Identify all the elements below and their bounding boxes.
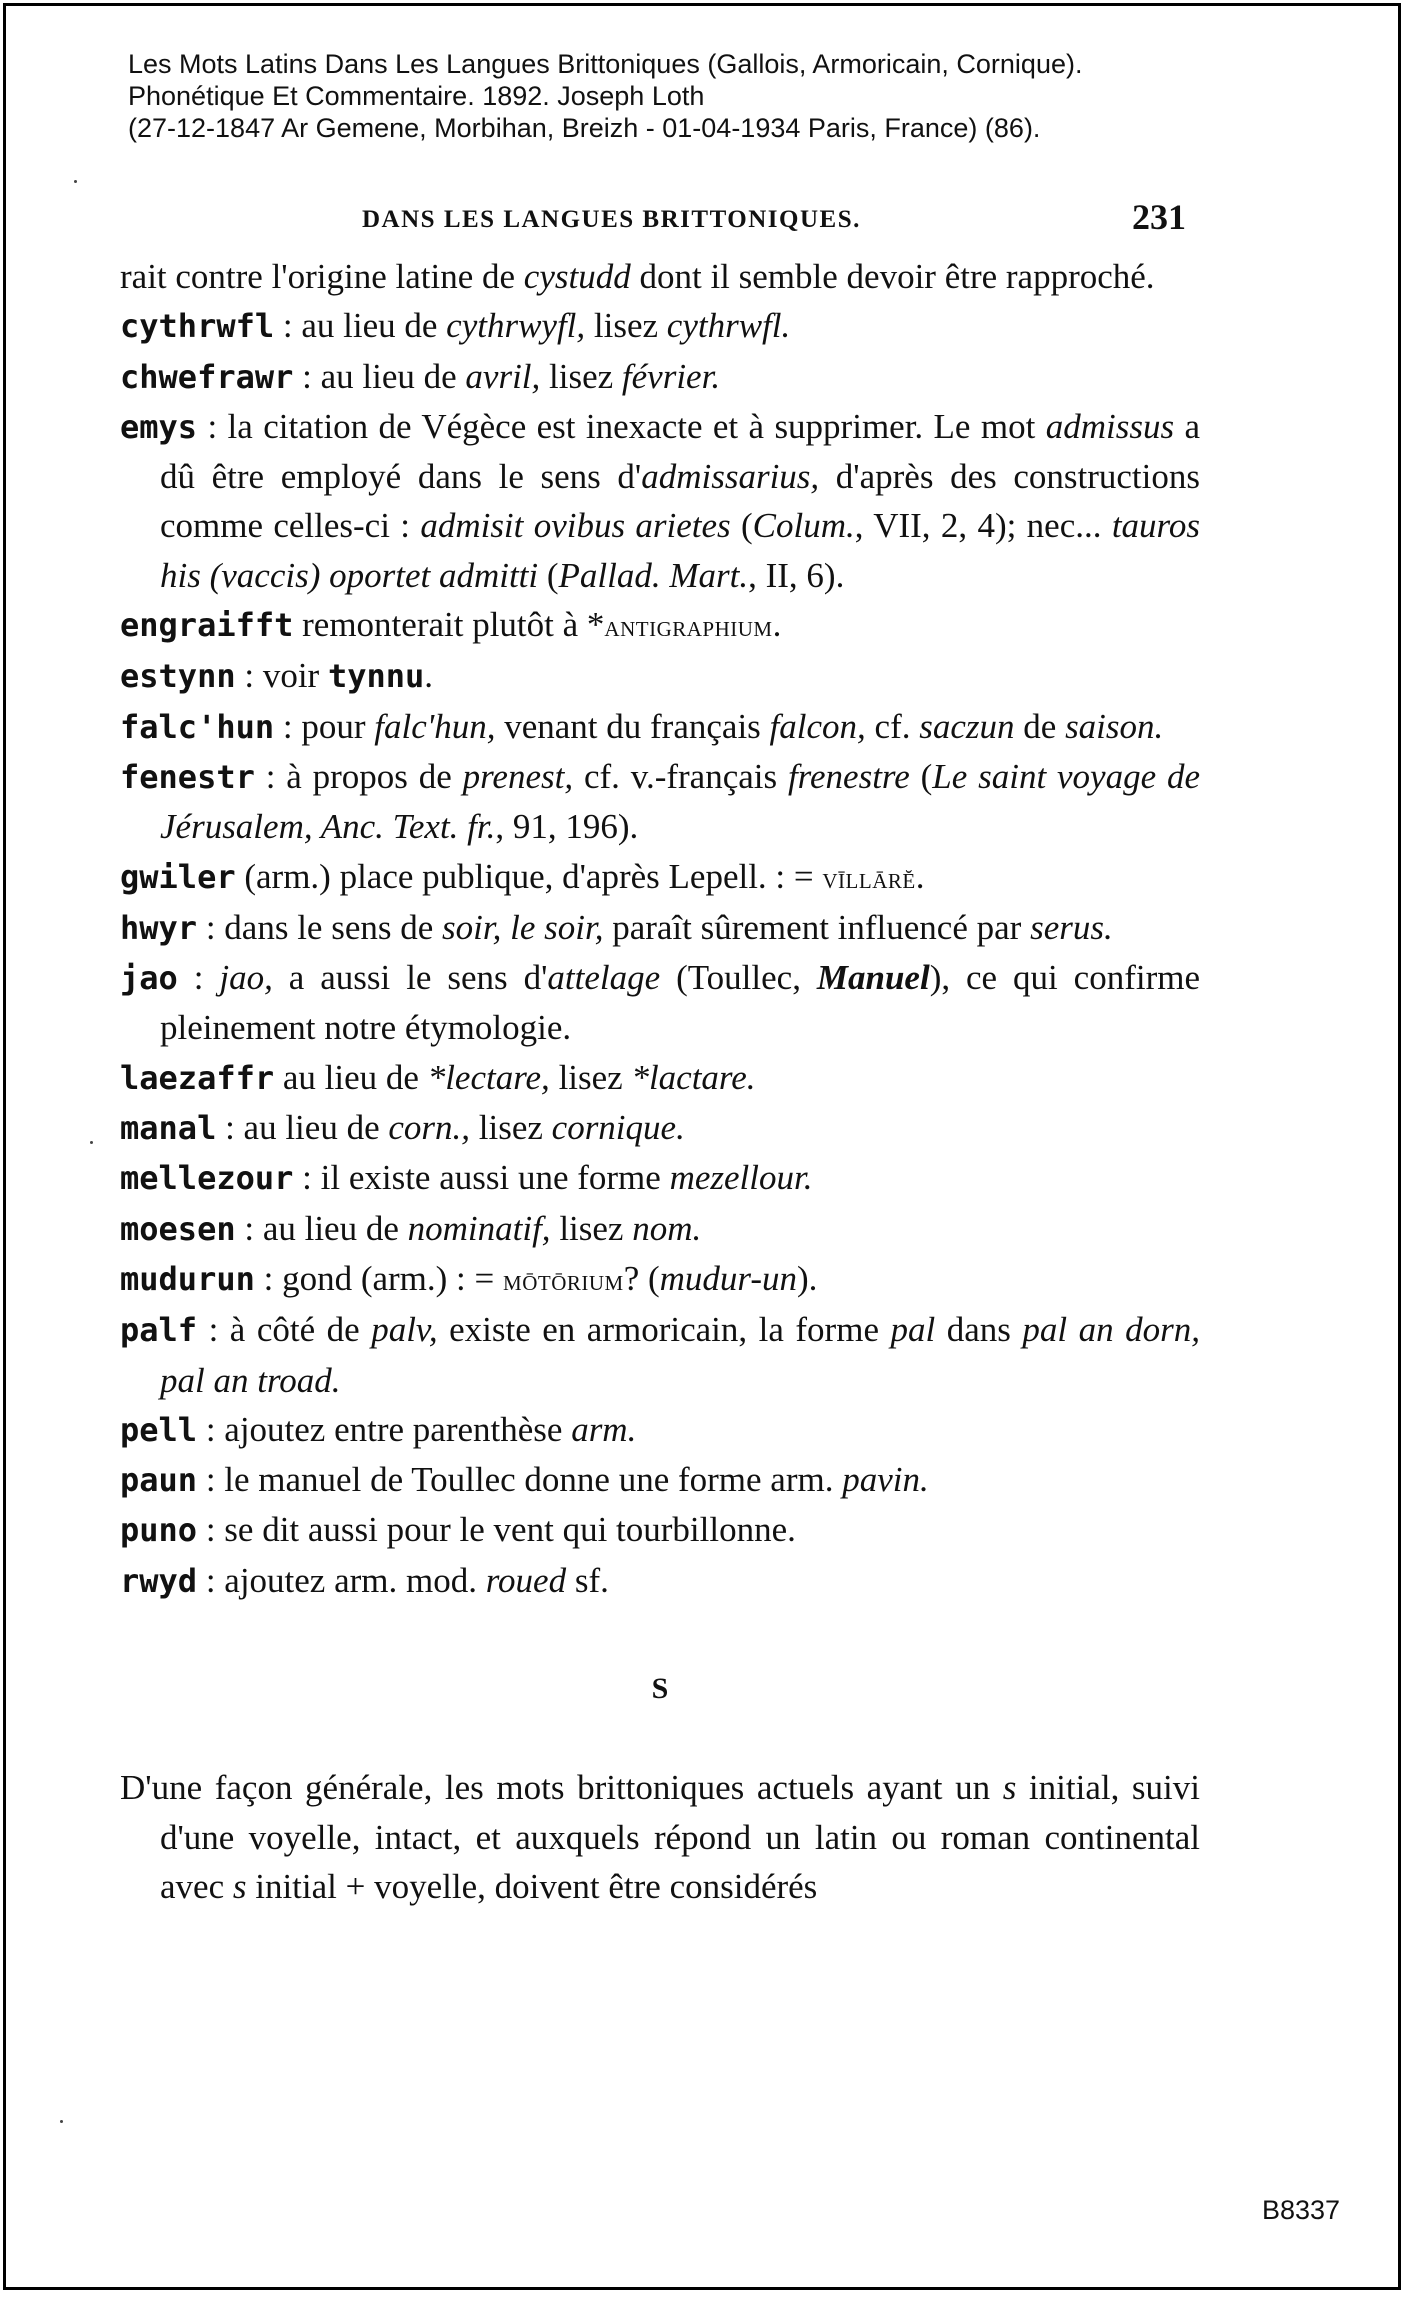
entry-headword: estynn	[120, 657, 236, 696]
italic-text: falc'hun,	[374, 706, 496, 746]
glossary-entry	[120, 1556, 1200, 1606]
entry-headword: gwiler	[120, 857, 236, 896]
running-head: DANS LES LANGUES BRITTONIQUES.	[362, 206, 861, 233]
entry-headword: puno	[120, 1511, 198, 1550]
italic-text: mezellour.	[669, 1158, 813, 1198]
roman-text: a aussi le sens d'	[272, 958, 548, 998]
glossary-entry	[120, 1305, 1200, 1405]
italic-text: admissarius,	[641, 457, 820, 497]
roman-text: :	[177, 958, 220, 998]
italic-text: cythrwyfl,	[446, 306, 586, 346]
glossary-entry	[120, 402, 1200, 600]
italic-text: tauros his (vaccis) oportet admitti	[160, 506, 1200, 595]
italic-text: cythrwfl.	[666, 306, 791, 346]
small-caps-text: vīllārĕ	[822, 861, 916, 895]
roman-text: : voir	[235, 656, 328, 696]
roman-text: lisez	[585, 306, 667, 346]
roman-text: .	[915, 856, 925, 896]
cross-reference-headword: tynnu	[327, 657, 425, 696]
italic-text: pal	[890, 1310, 936, 1350]
italic-text: saczun	[919, 706, 1015, 746]
entry-headword: paun	[120, 1461, 198, 1500]
roman-text: lisez	[470, 1108, 552, 1148]
italic-text: prenest,	[462, 756, 574, 796]
italic-text: nom.	[632, 1208, 702, 1248]
scan-speck	[90, 1141, 93, 1144]
italic-text: corn.,	[388, 1108, 471, 1148]
roman-text: : à côté de	[197, 1310, 372, 1350]
italic-text: soir, le soir,	[442, 907, 604, 947]
scan-speck	[74, 180, 77, 183]
entry-headword: engraifft	[120, 606, 294, 645]
roman-text: initial + voyelle, doivent être considérés	[246, 1866, 818, 1906]
roman-text: : gond (arm.) : =	[254, 1258, 504, 1298]
roman-text: sf.	[566, 1560, 609, 1600]
scan-speck	[60, 2120, 63, 2123]
roman-text: : à propos de	[254, 756, 463, 796]
roman-text: (	[909, 756, 933, 796]
roman-text: cf.	[865, 706, 920, 746]
roman-text: : il existe aussi une forme	[293, 1158, 670, 1198]
roman-text: : ajoutez entre parenthèse	[197, 1409, 572, 1449]
page-body	[120, 252, 1200, 1911]
glossary-entry	[120, 1505, 1200, 1555]
italic-text: avril,	[465, 356, 541, 396]
glossary-entry	[120, 1204, 1200, 1254]
roman-text: cf. v.-français	[573, 756, 788, 796]
italic-text: serus.	[1030, 907, 1113, 947]
glossary-entry	[120, 1405, 1200, 1455]
roman-text: : au lieu de	[274, 306, 447, 346]
glossary-entry	[120, 301, 1200, 351]
glossary-entry	[120, 953, 1200, 1053]
glossary-entry	[120, 1254, 1200, 1305]
italic-text: frenestre	[787, 756, 910, 796]
roman-text: rait contre l'origine latine de	[120, 257, 524, 296]
italic-text: *lactare.	[631, 1057, 756, 1097]
italic-text: cornique.	[551, 1108, 685, 1148]
roman-text: .	[424, 656, 434, 696]
entry-headword: chwefrawr	[120, 357, 294, 396]
italic-text: s	[1002, 1768, 1017, 1808]
entry-headword: rwyd	[120, 1561, 198, 1600]
metadata-line-3: (27-12-1847 Ar Gemene, Morbihan, Breizh - 01-04-1934 Paris, France) (86).	[128, 113, 1041, 143]
roman-text: : pour	[274, 706, 375, 746]
italic-text: cystudd	[523, 257, 631, 296]
roman-text: .	[772, 605, 782, 645]
entry-headword: falc'hun	[120, 707, 275, 746]
entry-headword: emys	[120, 407, 198, 446]
glossary-entry	[120, 1455, 1200, 1505]
italic-text: arm.	[571, 1409, 637, 1449]
italic-text: pal an dorn, pal an troad.	[160, 1310, 1200, 1400]
roman-text: : se dit aussi pour le vent qui tourbillonne.	[197, 1510, 796, 1550]
roman-text: : ajoutez arm. mod.	[197, 1560, 486, 1600]
roman-text: lisez	[540, 356, 622, 396]
italic-text: nominatif,	[407, 1208, 551, 1248]
glossary-entry	[120, 352, 1200, 402]
italic-text: mudur-un	[659, 1258, 798, 1298]
roman-text: (Toullec,	[660, 958, 817, 998]
italic-text: jao,	[219, 958, 273, 998]
italic-text: admissus	[1045, 406, 1175, 446]
glossary-entry	[120, 903, 1200, 953]
roman-text: d'après des constructions comme celles-ci :	[160, 457, 1200, 546]
entry-headword: hwyr	[120, 908, 198, 947]
roman-text: lisez	[549, 1057, 632, 1097]
metadata-line-1: Les Mots Latins Dans Les Langues Brittoniques (Gallois, Armoricain, Cornique).	[128, 49, 1083, 79]
glossary-entry	[120, 600, 1200, 651]
roman-text: au lieu de	[274, 1057, 428, 1097]
glossary-entry	[120, 1103, 1200, 1153]
italic-text: *lectare,	[427, 1057, 550, 1097]
roman-text: existe en armoricain, la forme	[437, 1310, 891, 1350]
italic-text: s	[232, 1866, 247, 1906]
roman-text: ).	[797, 1258, 818, 1298]
roman-text: venant du français	[495, 706, 770, 746]
italic-text: Le saint voyage de Jérusalem, Anc. Text. fr.	[160, 756, 1200, 847]
roman-text: (	[538, 555, 559, 595]
roman-text: (arm.) place publique, d'après Lepell. : =	[235, 856, 823, 896]
entry-headword: manal	[120, 1109, 217, 1148]
glossary-entry	[120, 252, 1200, 301]
entry-headword: mellezour	[120, 1159, 294, 1198]
section-letter: S	[651, 1672, 669, 1706]
entry-headword: mudurun	[120, 1259, 255, 1298]
roman-text: , VII, 2, 4); nec...	[854, 506, 1112, 546]
entry-headword: fenestr	[120, 757, 255, 796]
roman-text: lisez	[550, 1208, 633, 1248]
roman-text: : le manuel de Toullec donne une forme arm.	[197, 1460, 843, 1500]
roman-text: , 91, 196).	[495, 807, 639, 847]
entry-headword: pell	[120, 1410, 198, 1449]
glossary-entries	[120, 252, 1200, 1606]
italic-text: falcon,	[769, 706, 866, 746]
roman-text: : au lieu de	[293, 356, 466, 396]
roman-text: : au lieu de	[216, 1108, 389, 1148]
roman-text: remonterait plutôt à *	[293, 605, 605, 645]
roman-text: initial, suivi d'une voyelle, intact, et auxquels répond un latin ou roman continental avec	[160, 1768, 1200, 1906]
roman-text: ? (	[623, 1258, 660, 1298]
roman-text: : la citation de Végèce est inexacte et à supprimer. Le mot	[197, 406, 1046, 446]
entry-headword: moesen	[120, 1209, 236, 1248]
roman-text: paraît sûrement influencé par	[603, 907, 1031, 947]
italic-text: pavin.	[842, 1460, 929, 1500]
entry-headword: laezaffr	[120, 1058, 275, 1097]
roman-text: ), ce qui confirme pleinement notre étymologie.	[160, 958, 1200, 1048]
italic-text: saison.	[1065, 706, 1164, 746]
glossary-entry	[120, 1153, 1200, 1203]
roman-text: , II, 6).	[748, 555, 845, 595]
glossary-entry	[120, 702, 1200, 752]
roman-text: de	[1014, 706, 1066, 746]
section-paragraph	[120, 1763, 1200, 1911]
roman-text: : au lieu de	[235, 1208, 408, 1248]
roman-text: (	[730, 506, 753, 546]
italic-text: roued	[485, 1560, 567, 1600]
roman-text: dans	[935, 1310, 1023, 1350]
small-caps-text: mōtōrium	[503, 1263, 624, 1297]
small-caps-text: antigraphium	[604, 610, 773, 644]
roman-text: a dû être employé dans le sens d'	[160, 406, 1200, 497]
italic-text: palv,	[371, 1310, 438, 1350]
entry-headword: cythrwfl	[120, 307, 275, 346]
roman-text: dont il semble devoir être rapproché.	[630, 257, 1155, 296]
glossary-entry	[120, 752, 1200, 852]
glossary-entry	[120, 852, 1200, 903]
italic-text: attelage	[547, 958, 661, 998]
page-number: 231	[1132, 197, 1186, 237]
metadata-line-2: Phonétique Et Commentaire. 1892. Joseph Loth	[128, 81, 705, 111]
glossary-entry	[120, 651, 1200, 701]
bold-italic-text: Manuel	[816, 958, 930, 998]
document-code: B8337	[1262, 2195, 1341, 2225]
roman-text: : dans le sens de	[197, 907, 443, 947]
entry-headword: palf	[120, 1311, 198, 1350]
italic-text: février.	[621, 356, 721, 396]
italic-text: admisit ovibus arietes	[420, 506, 731, 546]
roman-text: D'une façon générale, les mots brittoniques actuels ayant un	[120, 1768, 1003, 1808]
italic-text: Colum.	[752, 506, 855, 546]
italic-text: Pallad. Mart.	[558, 555, 749, 595]
document-metadata	[128, 48, 1278, 144]
entry-headword: jao	[120, 959, 178, 998]
glossary-entry	[120, 1053, 1200, 1103]
